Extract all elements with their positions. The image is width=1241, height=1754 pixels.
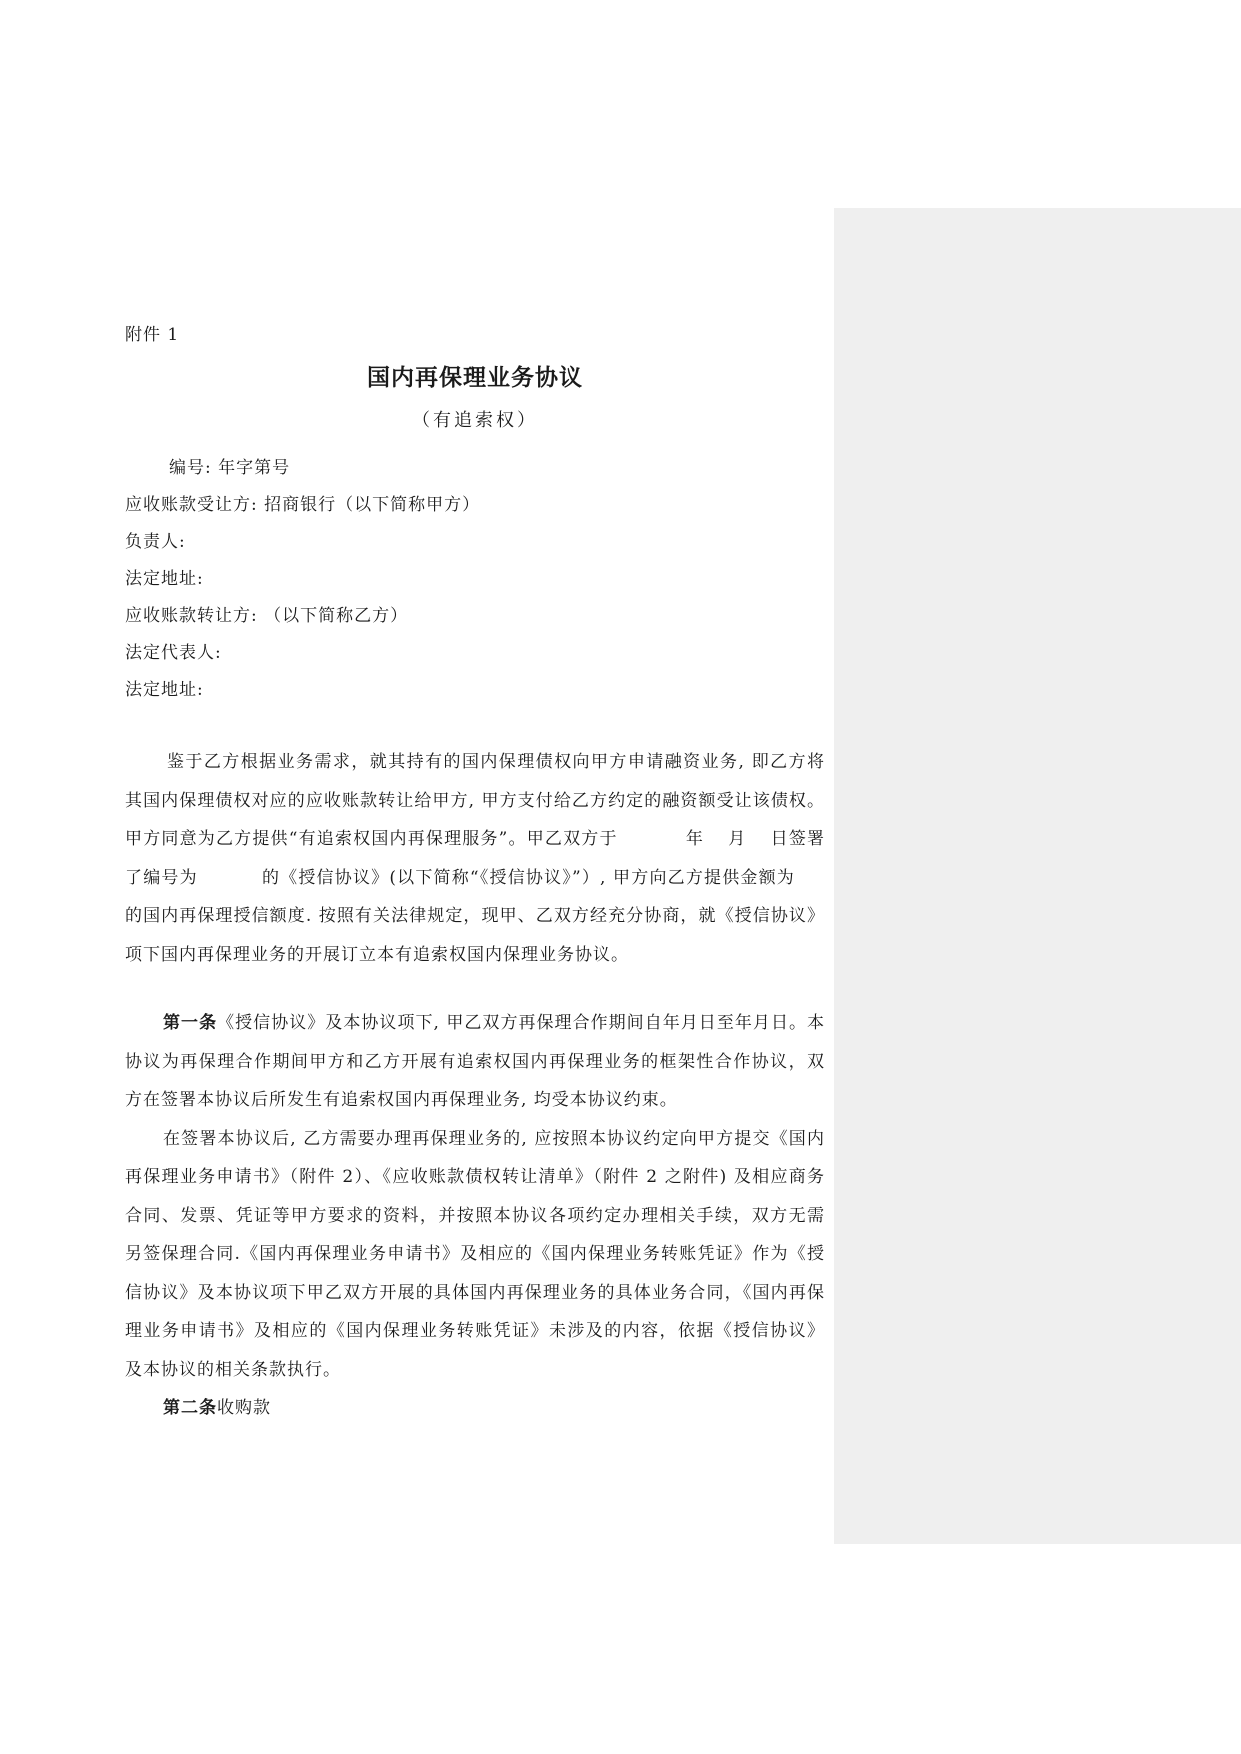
comment-margin-panel (834, 208, 1241, 1544)
preamble-text-1: 鉴于乙方根据业务需求，就其持有的国内保理债权向甲方申请融资业务, 即乙方将其国内保理债权对应的应收账款转让给甲方, 甲方支付给乙方约定的融资额受让该债权。甲方同意为乙方提供“有追索权国内再保理服务”。甲乙双方于 (125, 752, 825, 849)
article-2-label: 第二条 (163, 1398, 217, 1418)
article-1-label: 第一条 (163, 1013, 218, 1033)
preamble-month: 月 (728, 829, 747, 849)
preamble-day-sign: 日签署了编号为 (125, 829, 826, 888)
document-title: 国内再保理业务协议 (367, 365, 583, 391)
responsible-person-field: 负责人: (125, 532, 186, 552)
preamble-year: 年 (685, 829, 705, 849)
document-body (125, 320, 825, 1428)
article-2-paragraph (125, 1389, 825, 1428)
article-1-paragraph-2: 在签署本协议后, 乙方需要办理再保理业务的, 应按照本协议约定向甲方提交《国内再保理业务申请书》（附件 2）、《应收账款债权转让清单》（附件 2 之附件) 及相应商务合同、发票、凭证等甲方要求的资料，并按照本协议各项约定办理相关手续，双方无需另签保理合同.《国内再保理业务申请书》及相应的《国内保理业务转账凭证》作为《授信协议》及本协议项下甲乙双方开展的具体国内再保理业务的具体业务合同，《国内再保理业务申请书》及相应的《国内保理业务转账凭证》未涉及的内容，依据《授信协议》及本协议的相关条款执行。 (125, 1128, 825, 1380)
assignor-field: 应收账款转让方: （以下简称乙方） (125, 606, 409, 626)
preamble-paragraph (125, 743, 825, 974)
preamble-text-3: 的国内再保理授信额度. 按照有关法律规定，现甲、乙双方经充分协商，就《授信协议》项下国内再保理业务的开展订立本有追索权国内保理业务协议。 (125, 906, 825, 965)
legal-address-a-field: 法定地址: (125, 569, 204, 589)
attachment-label: 附件 1 (125, 325, 180, 345)
preamble-text-2: 的《授信协议》(以下简称“《授信协议》”）, 甲方向乙方提供金额为 (261, 867, 795, 888)
article-1-paragraph (125, 1004, 825, 1120)
contract-number-field: 编号: 年字第号 (169, 458, 291, 478)
article-1-text: 《授信协议》及本协议项下, 甲乙双方再保理合作期间自年月日至年月日。本协议为再保理合作期间甲方和乙方开展有追索权国内再保理业务的框架性合作协议，双方在签署本协议后所发生有追索权国内再保理业务, 均受本协议约束。 (125, 1013, 826, 1110)
article-2-text: 收购款 (217, 1398, 271, 1418)
assignee-field: 应收账款受让方: 招商银行（以下简称甲方） (125, 495, 481, 515)
document-subtitle: （有追索权） (412, 410, 538, 431)
legal-representative-field: 法定代表人: (125, 643, 222, 663)
legal-address-b-field: 法定地址: (125, 680, 204, 700)
